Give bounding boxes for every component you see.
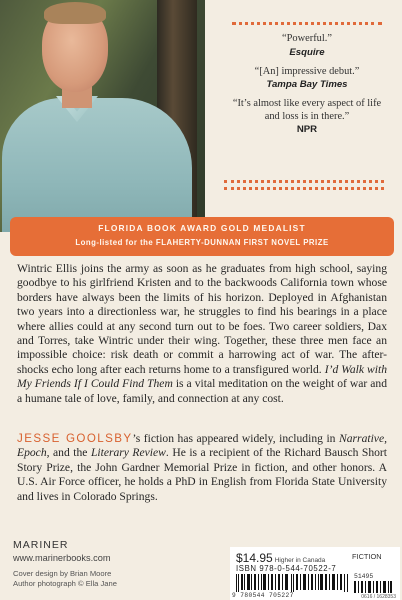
quote-source: NPR	[296, 124, 318, 135]
bio-text: and the	[49, 446, 91, 460]
author-bio	[17, 432, 387, 504]
price-value: $14.95	[236, 551, 273, 565]
longlist-line: Long-listed for the FLAHERTY-DUNNAN FIRST NOVEL PRIZE	[75, 238, 329, 247]
publisher-website: www.marinerbooks.com	[13, 553, 111, 563]
price-note: Higher in Canada	[274, 557, 326, 564]
award-banner	[10, 217, 394, 256]
publisher-name: MARINER	[13, 539, 69, 551]
cover-credit: Cover design by Brian Moore	[13, 569, 112, 578]
barcode-addon: 51495	[354, 573, 374, 580]
publication: Literary Review	[90, 446, 166, 460]
publisher-footer	[13, 539, 203, 589]
category: FICTION	[352, 552, 382, 561]
barcode-bars	[236, 574, 350, 592]
bio-text: . He is a recipient of the Richard Bausch Short Story Prize, the John Gardner Memorial Prize in fiction, and other honors. A U.S. Air Force officer, he holds a PhD in English from Florida State University and lives in Colorado Springs.	[17, 446, 388, 503]
quote-npr	[232, 98, 382, 135]
quote-text: “[An] impressive debut.”	[254, 65, 360, 77]
summary-tail: is a vital meditation on the weight of war and a humane tale of love, family, and connection at any cost.	[17, 377, 387, 405]
barcode-code: 0616 / 1628353	[361, 594, 396, 600]
quote-esquire	[232, 33, 382, 58]
shirt	[2, 98, 192, 232]
dotted-divider-top	[232, 22, 382, 25]
barcode-addon-bars	[354, 581, 392, 593]
review-quotes	[232, 22, 382, 143]
author-name: JESSE GOOLSBY	[17, 432, 133, 445]
credits	[13, 569, 203, 589]
quote-source: Tampa Bay Times	[266, 79, 348, 90]
quote-text: “It’s almost like every aspect of life and loss is in there.”	[232, 98, 382, 122]
quote-tampa	[232, 66, 382, 91]
summary-text: Wintric Ellis joins the army as soon as he graduates from high school, saying goodbye to his girlfriend Kristen and to the backwoods California town whose borders have always been the limits of his horizon. Deployed in Afghanistan two years into a directionless war, he struggles to find his bearings in a place where allies could at any second turn out to be foes. Two career soldiers, Dax and Torres, take Wintric under their wing. Together, these three men face an impossible choice: risk death or commit a harrowing act of war. The after-shocks echo long after each returns home to a transfigured world.	[17, 262, 387, 376]
book-title: I’d Walk with My Friends If I Could Find Them	[17, 362, 388, 391]
award-line: FLORIDA BOOK AWARD GOLD MEDALIST	[98, 223, 306, 233]
bio-text: ’s fiction has appeared widely, including in	[132, 432, 340, 445]
barcode-number: 9 780544 705227	[232, 592, 294, 599]
publication: Narrative, Epoch,	[17, 432, 387, 460]
quote-text: “Powerful.”	[282, 33, 332, 44]
barcode-box	[230, 547, 400, 600]
hair	[44, 2, 106, 24]
photo-credit: Author photograph © Ella Jane	[13, 579, 117, 588]
book-summary	[17, 262, 387, 406]
isbn: ISBN 978-0-544-70522-7	[236, 564, 337, 573]
dotted-divider-bottom	[224, 180, 384, 183]
quote-source: Esquire	[289, 46, 325, 58]
dotted-divider-bottom-2	[224, 187, 384, 190]
author-photo	[0, 0, 205, 232]
